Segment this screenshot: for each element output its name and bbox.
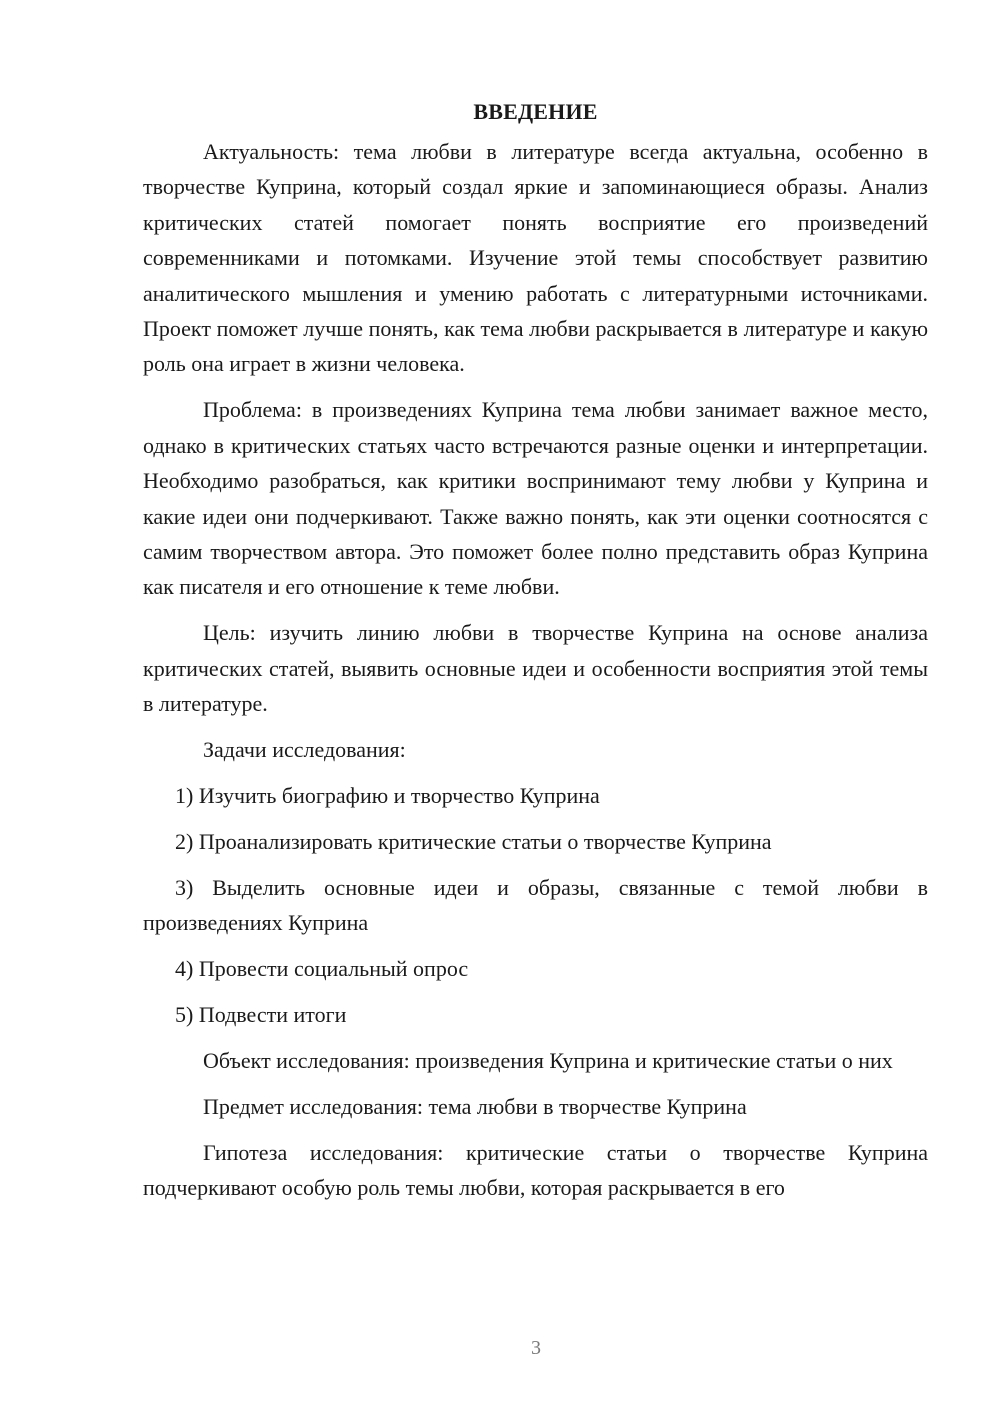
task-item: 4) Провести социальный опрос <box>175 956 469 982</box>
section-title: ВВЕДЕНИЕ <box>473 99 598 124</box>
goal-paragraph: Цель: изучить линию любви в творчестве Куприна на основе анализа критических статей, выявить основные идеи и особенности восприятия этой темы в литературе. <box>143 620 928 717</box>
task-item: 1) Изучить биографию и творчество Куприна <box>175 782 600 808</box>
subject-paragraph: Предмет исследования: тема любви в творчестве Куприна <box>203 1093 747 1119</box>
task-item: 2) Проанализировать критические статьи о творчестве Куприна <box>175 828 772 854</box>
problem-paragraph: Проблема: в произведениях Куприна тема любви занимает важное место, однако в критических статьях часто встречаются разные оценки и интерпретации. Необходимо разобраться, как критики воспринимают тему любви у Куприна и какие идеи они подчеркивают. Также важно понять, как эти оценки соотносятся с самим творчеством автора. Это поможет более полно представить образ Куприна как писателя и его отношение к теме любви. <box>143 397 928 600</box>
document-page <box>143 94 928 1216</box>
task-item: 3) Выделить основные идеи и образы, связанные с темой любви в произведениях Куприна <box>143 874 928 936</box>
page-number: 3 <box>531 1337 541 1359</box>
task-item: 5) Подвести итоги <box>175 1001 347 1027</box>
object-paragraph: Объект исследования: произведения Куприна и критические статьи о них <box>203 1047 893 1073</box>
tasks-heading: Задачи исследования: <box>203 737 406 762</box>
hypothesis-paragraph: Гипотеза исследования: критические статьи о творчестве Куприна подчеркивают особую роль темы любви, которая раскрывается в его <box>143 1139 928 1201</box>
relevance-paragraph: Актуальность: тема любви в литературе всегда актуальна, особенно в творчестве Куприна, который создал яркие и запоминающиеся образы. Анализ критических статей помогает понять восприятие его произведений современниками и потомками. Изучение этой темы способствует развитию аналитического мышления и умению работать с литературными источниками. Проект поможет лучше понять, как тема любви раскрывается в литературе и какую роль она играет в жизни человека. <box>143 139 928 377</box>
